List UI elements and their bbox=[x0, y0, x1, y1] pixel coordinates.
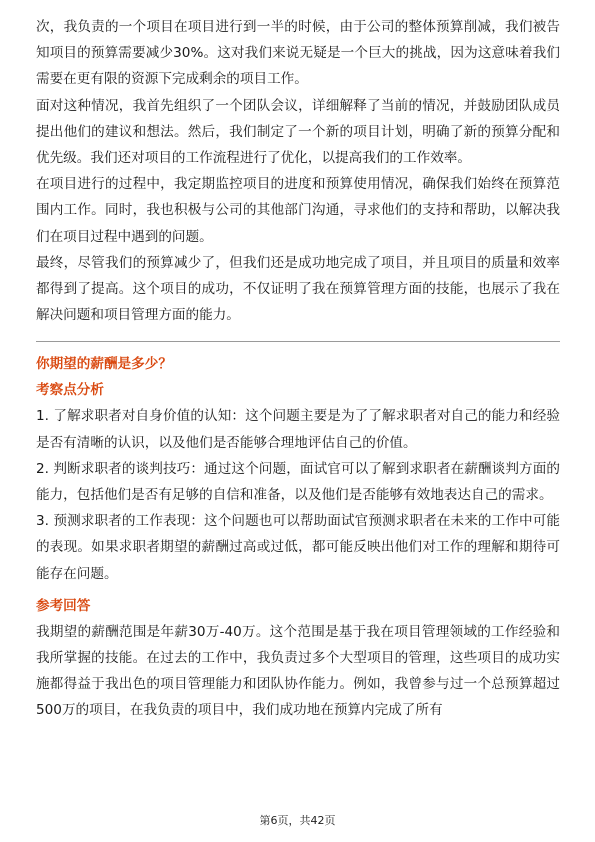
analysis-list bbox=[36, 403, 560, 586]
analysis-item-1: 1. 了解求职者对自身价值的认知：这个问题主要是为了了解求职者对自己的能力和经验是否有清晰的认识，以及他们是否能够合理地评估自己的价值。 bbox=[36, 408, 560, 451]
answer-heading: 参考回答 bbox=[36, 597, 91, 614]
section-divider bbox=[36, 341, 560, 342]
intro-section bbox=[36, 14, 560, 328]
answer-paragraph-1: 我期望的薪酬范围是年薪30万-40万。这个范围是基于我在项目管理领域的工作经验和我所掌握的技能。在过去的工作中，我负责过多个大型项目的管理，这些项目的成功实施都得益于我出色的项目管理能力和团队协作能力。例如，我曾参与过一个总预算超过500万的项目，在我负责的项目中，我们成功地在预算内完成了所有 bbox=[36, 623, 560, 719]
analysis-item-3: 3. 预测求职者的工作表现：这个问题也可以帮助面试官预测求职者在未来的工作中可能的表现。如果求职者期望的薪酬过高或过低，都可能反映出他们对工作的理解和期待可能存在问题。 bbox=[36, 513, 560, 582]
intro-paragraph-3: 在项目进行的过程中，我定期监控项目的进度和预算使用情况，确保我们始终在预算范围内工作。同时，我也积极与公司的其他部门沟通，寻求他们的支持和帮助，以解决我们在项目过程中遇到的问题。 bbox=[36, 176, 560, 245]
intro-paragraph-4: 最终，尽管我们的预算减少了，但我们还是成功地完成了项目，并且项目的质量和效率都得到了提高。这个项目的成功，不仅证明了我在预算管理方面的技能，也展示了我在解决问题和项目管理方面的能力。 bbox=[36, 254, 560, 324]
intro-paragraph-1: 次，我负责的一个项目在项目进行到一半的时候，由于公司的整体预算削减，我们被告知项目的预算需要减少30%。这对我们来说无疑是一个巨大的挑战，因为这意味着我们需要在更有限的资源下完成剩余的项目工作。 bbox=[36, 19, 560, 88]
analysis-item-2: 2. 判断求职者的谈判技巧：通过这个问题，面试官可以了解到求职者在薪酬谈判方面的能力，包括他们是否有足够的自信和准备，以及他们是否能够有效地表达自己的需求。 bbox=[36, 460, 560, 504]
analysis-heading: 考察点分析 bbox=[36, 382, 104, 399]
question-heading: 你期望的薪酬是多少？ bbox=[36, 356, 172, 373]
intro-paragraph-2: 面对这种情况，我首先组织了一个团队会议，详细解释了当前的情况，并鼓励团队成员提出他们的建议和想法。然后，我们制定了一个新的项目计划，明确了新的预算分配和优先级。我们还对项目的工作流程进行了优化，以提高我们的工作效率。 bbox=[36, 97, 560, 167]
page-content bbox=[36, 14, 560, 724]
page-footer: 第6页，共42页 bbox=[259, 814, 336, 827]
answer-section bbox=[36, 619, 560, 724]
